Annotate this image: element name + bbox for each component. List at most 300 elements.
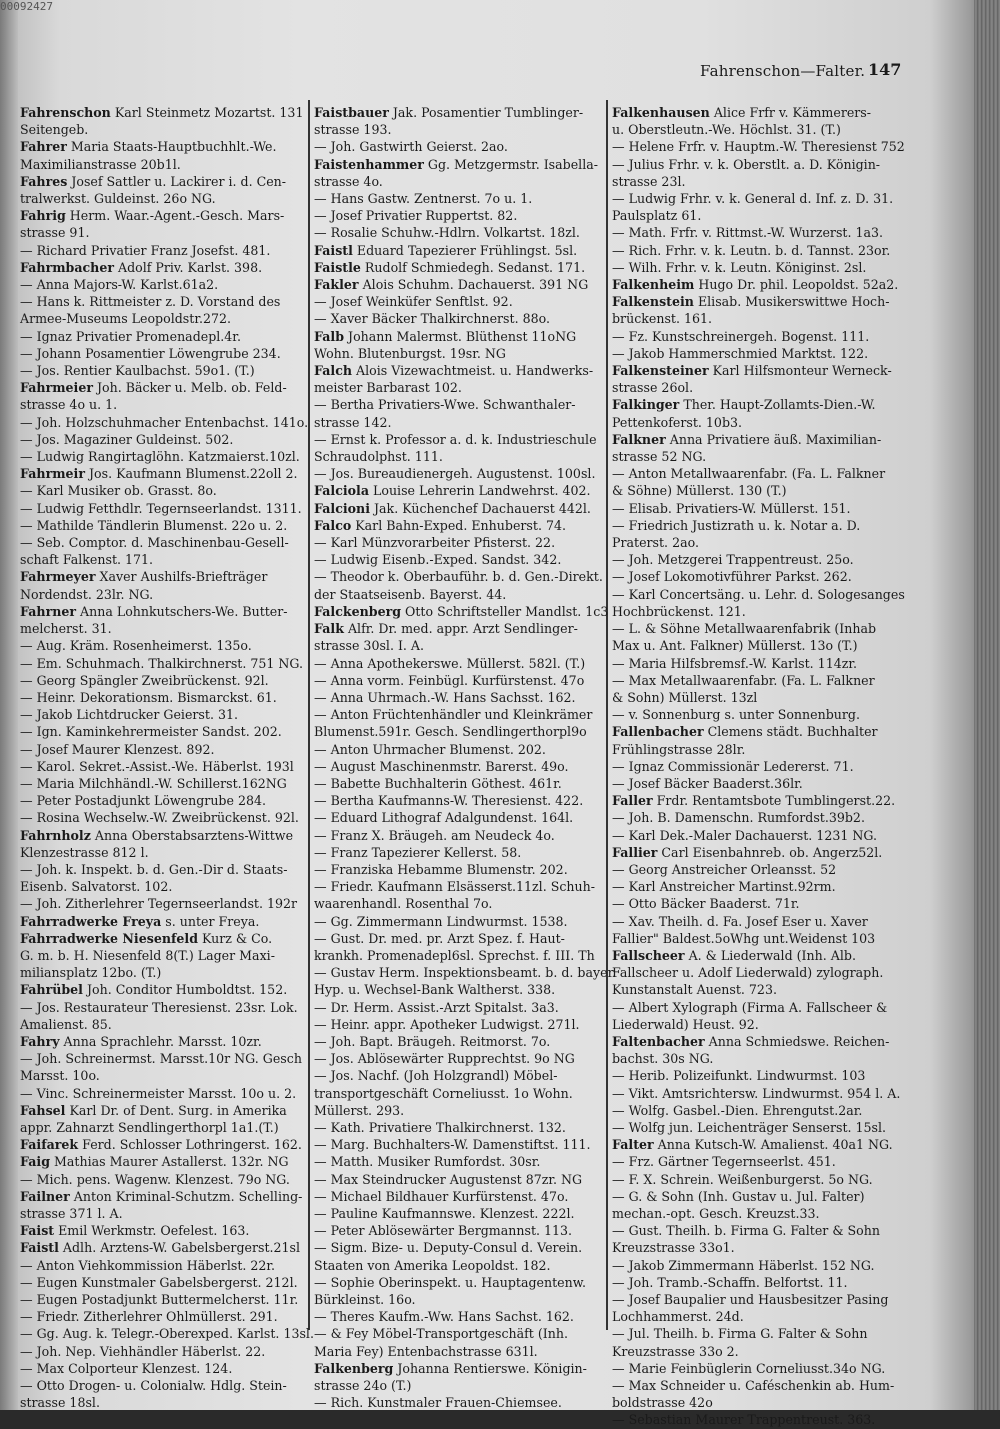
- directory-entry-line: [20, 259, 306, 276]
- directory-entry-line: [612, 1377, 912, 1394]
- entry-text: strasse 18sl.: [20, 1395, 100, 1411]
- entry-text: — Joh. Holzschuhmacher Entenbachst. 141o.: [20, 414, 309, 430]
- entry-text: — Elisab. Privatiers-W. Müllerst. 151.: [612, 500, 851, 516]
- entry-text: — Heinr. Dekorationsm. Bismarckst. 61.: [20, 689, 277, 705]
- directory-entry-line: [314, 534, 604, 551]
- entry-text: — Otto Bäcker Baaderst. 71r.: [612, 896, 800, 912]
- entry-text: — Ludwig Eisenb.-Exped. Sandst. 342.: [314, 552, 562, 568]
- entry-text: — Anton Metallwaarenfabr. (Fa. L. Falkner: [612, 466, 886, 482]
- directory-entry-line: [314, 603, 609, 620]
- entry-text: strasse 26ol.: [612, 380, 694, 396]
- directory-entry-line: [20, 1205, 306, 1222]
- directory-entry-line: [314, 999, 604, 1016]
- directory-entry-line: [612, 310, 912, 327]
- entry-text: Josef Sattler u. Lackirer i. d. Cen-: [67, 173, 287, 189]
- entry-surname: Fakler: [314, 277, 359, 293]
- entry-text: Kreuzstrasse 33o1.: [612, 1240, 735, 1256]
- directory-entry-line: [20, 1239, 306, 1256]
- directory-entry-line: [314, 723, 604, 740]
- directory-entry-line: [20, 551, 306, 568]
- directory-entry-line: [20, 792, 306, 809]
- entry-text: Rudolf Schmiedegh. Sedanst. 171.: [360, 259, 586, 275]
- entry-surname: Fahrer: [20, 139, 67, 155]
- directory-entry-line: [314, 173, 604, 190]
- entry-text: mechan.-opt. Gesch. Kreuzst.33.: [612, 1206, 820, 1221]
- directory-entry-line: [314, 1067, 604, 1084]
- directory-entry-line: [314, 1377, 604, 1394]
- directory-entry-line: [612, 414, 912, 431]
- entry-text: — Gg. Aug. k. Telegr.-Oberexped. Karlst. 13sl.: [20, 1326, 314, 1342]
- directory-column-3: [612, 104, 912, 1429]
- entry-text: Jak. Küchenchef Dachauerst 442l.: [370, 500, 591, 516]
- directory-entry-line: [314, 689, 604, 706]
- directory-entry-line: [20, 1257, 306, 1274]
- directory-entry-line: [20, 878, 306, 895]
- directory-entry-line: [20, 276, 306, 293]
- directory-entry-line: [612, 723, 912, 740]
- directory-entry-line: [20, 689, 306, 706]
- entry-surname: Fallscheer: [612, 947, 685, 963]
- entry-text: — Xav. Theilh. d. Fa. Josef Eser u. Xaver: [612, 913, 868, 929]
- entry-text: Jak. Posamentier Tumblinger-: [388, 105, 584, 120]
- entry-text: — Bertha Kaufmanns-W. Theresienst. 422.: [314, 793, 584, 809]
- entry-text: — Friedrich Justizrath u. k. Notar a. D.: [612, 517, 861, 533]
- directory-entry-line: [612, 689, 912, 706]
- entry-surname: Falciola: [314, 483, 369, 499]
- directory-entry-line: [314, 482, 604, 499]
- entry-text: — Jos. Rentier Kaulbachst. 59o1. (T.): [20, 363, 255, 379]
- directory-entry-line: [20, 1394, 306, 1411]
- directory-column-2: [314, 104, 617, 1411]
- directory-entry-line: [612, 672, 912, 689]
- directory-entry-line: [20, 999, 306, 1016]
- directory-entry-line: [20, 1050, 306, 1067]
- directory-entry-line: [314, 1325, 604, 1342]
- directory-entry-line: [314, 1136, 604, 1153]
- entry-text: — Jul. Theilh. b. Firma G. Falter & Sohn: [612, 1326, 868, 1342]
- directory-entry-line: [612, 207, 912, 224]
- entry-text: — F. X. Schrein. Weißenburgerst. 5o NG.: [612, 1171, 873, 1187]
- directory-entry-line: [612, 121, 912, 138]
- entry-surname: Fahrradwerke Freya: [20, 913, 162, 929]
- directory-entry-line: [314, 242, 604, 259]
- directory-entry-line: [314, 878, 604, 895]
- entry-text: melcherst. 31.: [20, 621, 112, 637]
- directory-entry-line: [314, 259, 604, 276]
- entry-text: — Bertha Privatiers-Wwe. Schwanthaler-: [314, 397, 576, 413]
- entry-text: — Georg Spängler Zweibrückenst. 92l.: [20, 672, 269, 688]
- entry-text: — Karl Concertsäng. u. Lehr. d. Sologesanges: [612, 586, 905, 602]
- directory-entry-line: [20, 620, 306, 637]
- entry-text: Herm. Waar.-Agent.-Gesch. Mars-: [65, 208, 285, 224]
- entry-text: — Josef Lokomotivführer Parkst. 262.: [612, 569, 852, 585]
- entry-text: — Joh. k. Inspekt. b. d. Gen.-Dir d. Staats-: [20, 861, 288, 877]
- entry-text: — Gustav Herm. Inspektionsbeamt. b. d. bayer.: [314, 965, 617, 981]
- page-number: 147: [868, 60, 902, 79]
- directory-entry-line: [314, 500, 604, 517]
- directory-entry-line: [20, 500, 306, 517]
- directory-entry-line: [20, 913, 306, 930]
- entry-text: — Jos. Ablösewärter Rupprechtst. 9o NG: [314, 1051, 575, 1067]
- entry-surname: Falcioni: [314, 500, 370, 516]
- entry-text: Kreuzstrasse 33o 2.: [612, 1343, 739, 1359]
- directory-entry-line: [20, 1102, 306, 1119]
- directory-entry-line: [20, 568, 306, 585]
- entry-surname: Falkenheim: [612, 277, 695, 293]
- directory-entry-line: [612, 1033, 912, 1050]
- entry-text: — Kath. Privatiere Thalkirchnerst. 132.: [314, 1119, 566, 1135]
- directory-entry-line: [20, 603, 306, 620]
- directory-entry-line: [20, 1033, 306, 1050]
- directory-entry-line: [612, 844, 912, 861]
- entry-text: — Math. Frfr. v. Rittmst.-W. Wurzerst. 1a3.: [612, 225, 884, 241]
- directory-entry-line: [612, 637, 912, 654]
- entry-surname: Fahres: [20, 173, 68, 189]
- directory-entry-line: [612, 1308, 912, 1325]
- entry-text: — Max Colporteur Klenzest. 124.: [20, 1360, 233, 1376]
- directory-entry-line: [314, 1102, 604, 1119]
- directory-entry-line: [612, 431, 912, 448]
- directory-entry-line: [612, 981, 912, 998]
- entry-text: Emil Werkmstr. Oefelest. 163.: [54, 1223, 250, 1239]
- entry-text: — Jos. Bureaudienergeh. Augustenst. 100sl.: [314, 466, 596, 482]
- entry-surname: Falkinger: [612, 397, 680, 413]
- entry-text: — Joh. Zitherlehrer Tegernseerlandst. 192r: [20, 896, 298, 912]
- directory-entry-line: [20, 809, 306, 826]
- directory-entry-line: [612, 1239, 912, 1256]
- entry-surname: Fahrmeyer: [20, 569, 96, 585]
- directory-entry-line: [612, 1136, 912, 1153]
- entry-text: — Sophie Oberinspekt. u. Hauptagentenw.: [314, 1274, 587, 1290]
- directory-entry-line: [20, 1171, 306, 1188]
- entry-surname: Faistl: [20, 1240, 59, 1256]
- directory-entry-line: [612, 809, 912, 826]
- entry-text: — Joh. Tramb.-Schaffn. Belfortst. 11.: [612, 1274, 848, 1290]
- entry-text: Louise Lehrerin Landwehrst. 402.: [369, 483, 591, 499]
- entry-text: Joh. Bäcker u. Melb. ob. Feld-: [92, 380, 287, 396]
- directory-entry-line: [314, 156, 604, 173]
- directory-entry-line: [314, 809, 604, 826]
- directory-entry-line: [612, 1085, 912, 1102]
- entry-surname: Fahrnholz: [20, 827, 91, 843]
- directory-entry-line: [314, 1274, 604, 1291]
- column-rule: [308, 100, 310, 1330]
- directory-entry-line: [314, 1188, 604, 1205]
- directory-entry-line: [612, 1394, 912, 1411]
- entry-text: brückenst. 161.: [612, 311, 713, 327]
- directory-entry-line: [20, 706, 306, 723]
- directory-entry-line: [314, 568, 604, 585]
- entry-surname: Falkensteiner: [612, 363, 709, 379]
- entry-text: — Richard Privatier Franz Josefst. 481.: [20, 242, 271, 258]
- entry-text: appr. Zahnarzt Sendlingerthorpl 1a1.(T.): [20, 1119, 279, 1135]
- entry-text: Nordendst. 23lr. NG.: [20, 586, 154, 602]
- entry-surname: Faistbauer: [314, 105, 389, 120]
- entry-text: strasse 193.: [314, 122, 392, 138]
- entry-surname: Falter: [612, 1137, 654, 1153]
- column-rule: [606, 100, 608, 1330]
- directory-entry-line: [314, 706, 604, 723]
- entry-text: — Ernst k. Professor a. d. k. Industrieschule: [314, 431, 597, 447]
- entry-text: — Friedr. Zitherlehrer Ohlmüllerst. 291.: [20, 1309, 278, 1325]
- entry-text: Ferd. Schlosser Lothringerst. 162.: [78, 1137, 302, 1153]
- directory-entry-line: [612, 242, 912, 259]
- entry-text: Anna Lohnkutschers-We. Butter-: [76, 603, 288, 619]
- entry-text: — Franz X. Bräugeh. am Neudeck 4o.: [314, 827, 555, 843]
- directory-entry-line: [314, 310, 604, 327]
- entry-text: — Sebastian Maurer Trappentreust. 363.: [612, 1412, 876, 1428]
- directory-entry-line: [612, 517, 912, 534]
- entry-text: — Josef Privatier Ruppertst. 82.: [314, 208, 518, 224]
- page-edges: [974, 0, 1000, 1410]
- directory-entry-line: [612, 328, 912, 345]
- entry-text: — Wilh. Frhr. v. k. Leutn. Königinst. 2sl.: [612, 259, 867, 275]
- entry-text: meister Barbarast 102.: [314, 380, 462, 396]
- directory-entry-line: [314, 964, 617, 981]
- entry-text: — Anton Uhrmacher Blumenst. 202.: [314, 741, 546, 757]
- directory-entry-line: [20, 1067, 306, 1084]
- entry-text: Alois Schuhm. Dachauerst. 391 NG: [358, 277, 589, 293]
- entry-text: — Rosina Wechselw.-W. Zweibrückenst. 92l.: [20, 810, 299, 826]
- entry-text: Frühlingstrasse 28lr.: [612, 741, 746, 757]
- entry-text: Pettenkoferst. 10b3.: [612, 414, 743, 430]
- directory-entry-line: [20, 465, 306, 482]
- directory-entry-line: [314, 1119, 604, 1136]
- entry-surname: Faistle: [314, 259, 361, 275]
- entry-text: — Pauline Kaufmannswe. Klenzest. 222l.: [314, 1206, 575, 1221]
- entry-surname: Fahrübel: [20, 982, 83, 998]
- entry-text: — Jakob Lichtdrucker Geierst. 31.: [20, 707, 238, 723]
- directory-column-1: [20, 104, 314, 1411]
- directory-entry-line: [314, 104, 604, 121]
- directory-entry-line: [20, 586, 306, 603]
- directory-entry-line: [612, 947, 912, 964]
- directory-entry-line: [314, 414, 604, 431]
- entry-text: Hochbrückenst. 121.: [612, 603, 746, 619]
- directory-entry-line: [612, 1205, 912, 1222]
- directory-entry-line: [20, 156, 306, 173]
- entry-text: Schraudolphst. 111.: [314, 449, 443, 465]
- directory-entry-line: [314, 1050, 604, 1067]
- directory-entry-line: [612, 741, 912, 758]
- entry-text: Eduard Tapezierer Frühlingst. 5sl.: [352, 242, 578, 258]
- directory-entry-line: [612, 655, 912, 672]
- entry-text: — Johann Posamentier Löwengrube 234.: [20, 345, 281, 361]
- directory-entry-line: [314, 190, 604, 207]
- entry-surname: Fahrenschon: [20, 105, 111, 120]
- entry-text: & Sohn) Müllerst. 13zl: [612, 689, 758, 705]
- directory-entry-line: [612, 1325, 912, 1342]
- directory-entry-line: [20, 1153, 306, 1170]
- entry-text: Armee-Museums Leopoldstr.272.: [20, 311, 231, 327]
- directory-entry-line: [20, 844, 306, 861]
- directory-entry-line: [20, 293, 306, 310]
- directory-entry-line: [20, 1377, 306, 1394]
- directory-entry-line: [612, 224, 912, 241]
- directory-entry-line: [314, 947, 604, 964]
- entry-text: Staaten von Amerika Leopoldst. 182.: [314, 1257, 551, 1273]
- entry-surname: Faifarek: [20, 1137, 79, 1153]
- entry-text: — Seb. Comptor. d. Maschinenbau-Gesell-: [20, 535, 289, 551]
- entry-text: — Franz Tapezierer Kellerst. 58.: [314, 844, 522, 860]
- directory-entry-line: [612, 138, 912, 155]
- directory-entry-line: [612, 568, 912, 585]
- directory-entry-line: [314, 448, 604, 465]
- directory-entry-line: [20, 173, 306, 190]
- directory-entry-line: [612, 706, 912, 723]
- entry-text: — Josef Weinküfer Senftlst. 92.: [314, 294, 513, 310]
- entry-text: Frdr. Rentamtsbote Tumblingerst.22.: [652, 793, 896, 809]
- entry-surname: Faig: [20, 1154, 51, 1170]
- directory-entry-line: [314, 655, 604, 672]
- directory-entry-line: [20, 242, 306, 259]
- entry-text: — Eduard Lithograf Adalgundenst. 164l.: [314, 810, 574, 826]
- entry-text: — Georg Anstreicher Orleansst. 52: [612, 861, 837, 877]
- entry-surname: Failner: [20, 1188, 70, 1204]
- directory-entry-line: [314, 224, 604, 241]
- directory-entry-line: [314, 930, 604, 947]
- directory-entry-line: [612, 276, 912, 293]
- entry-text: s. unter Freya.: [161, 913, 260, 929]
- entry-text: G. m. b. H. Niesenfeld 8(T.) Lager Maxi-: [20, 947, 275, 963]
- directory-entry-line: [20, 379, 306, 396]
- directory-entry-line: [20, 1085, 306, 1102]
- directory-entry-line: [314, 328, 604, 345]
- entry-text: Blumenst.591r. Gesch. Sendlingerthorpl9o: [314, 724, 587, 740]
- entry-text: Jos. Kaufmann Blumenst.22oll 2.: [84, 466, 298, 482]
- directory-entry-line: [612, 1343, 912, 1360]
- entry-text: Liederwald) Heust. 92.: [612, 1016, 759, 1032]
- entry-text: boldstrasse 42o: [612, 1395, 713, 1411]
- entry-text: — Josef Baupalier und Hausbesitzer Pasing: [612, 1292, 889, 1308]
- entry-text: — Gust. Theilh. b. Firma G. Falter & Sohn: [612, 1223, 880, 1239]
- directory-entry-line: [612, 293, 912, 310]
- directory-entry-line: [612, 895, 912, 912]
- entry-text: — Herib. Polizeifunkt. Lindwurmst. 103: [612, 1068, 866, 1084]
- entry-surname: Fallenbacher: [612, 724, 704, 740]
- directory-entry-line: [612, 1119, 912, 1136]
- entry-text: — Ludwig Rangirtaglöhn. Katzmaierst.10zl.: [20, 449, 300, 465]
- entry-text: — Marie Feinbüglerin Corneliusst.34o NG.: [612, 1360, 886, 1376]
- entry-text: Anna Kutsch-W. Amalienst. 40a1 NG.: [653, 1137, 893, 1153]
- directory-entry-line: [612, 448, 912, 465]
- directory-entry-line: [20, 930, 306, 947]
- directory-entry-line: [20, 861, 306, 878]
- entry-text: Joh. Conditor Humboldtst. 152.: [82, 982, 288, 998]
- entry-text: — Jos. Magaziner Guldeinst. 502.: [20, 431, 234, 447]
- entry-text: — Anton Viehkommission Häberlst. 22r.: [20, 1257, 276, 1273]
- entry-text: — Karl Münzvorarbeiter Pfisterst. 22.: [314, 535, 556, 551]
- entry-text: — Rich. Kunstmaler Frauen-Chiemsee.: [314, 1395, 562, 1411]
- entry-text: schaft Falkenst. 171.: [20, 552, 154, 568]
- directory-entry-line: [20, 534, 306, 551]
- entry-surname: Faist: [20, 1223, 55, 1239]
- entry-text: — Ignaz Commissionär Ledererst. 71.: [612, 758, 854, 774]
- directory-entry-line: [20, 414, 309, 431]
- directory-entry-line: [314, 758, 604, 775]
- directory-entry-line: [20, 723, 306, 740]
- entry-text: strasse 52 NG.: [612, 449, 707, 465]
- directory-entry-line: [20, 224, 306, 241]
- directory-entry-line: [20, 741, 306, 758]
- directory-entry-line: [20, 758, 306, 775]
- directory-entry-line: [20, 345, 306, 362]
- entry-surname: Fahrmeier: [20, 380, 93, 396]
- directory-entry-line: [612, 259, 912, 276]
- directory-entry-line: [612, 362, 912, 379]
- directory-entry-line: [314, 741, 604, 758]
- entry-text: Müllerst. 293.: [314, 1102, 405, 1118]
- directory-entry-line: [612, 396, 912, 413]
- directory-entry-line: [20, 121, 306, 138]
- directory-entry-line: [612, 620, 912, 637]
- directory-entry-line: [612, 758, 912, 775]
- entry-text: — Mich. pens. Wagenw. Klenzest. 79o NG.: [20, 1171, 290, 1187]
- entry-text: — Joh. Gastwirth Geierst. 2ao.: [314, 139, 508, 155]
- directory-entry-line: [20, 517, 306, 534]
- entry-text: — Josef Maurer Klenzest. 892.: [20, 741, 215, 757]
- entry-text: Marsst. 10o.: [20, 1068, 100, 1084]
- entry-text: Hugo Dr. phil. Leopoldst. 52a2.: [694, 277, 899, 293]
- entry-text: Clemens städt. Buchhalter: [703, 724, 878, 740]
- directory-entry-line: [20, 637, 306, 654]
- entry-text: — Fz. Kunstschreinergeh. Bogenst. 111.: [612, 328, 870, 344]
- entry-text: Anna Sprachlehr. Marsst. 10zr.: [59, 1033, 262, 1049]
- directory-entry-line: [612, 551, 912, 568]
- entry-text: Mathias Maurer Astallerst. 132r. NG: [50, 1154, 289, 1170]
- directory-entry-line: [612, 190, 912, 207]
- entry-text: Hyp. u. Wechsel-Bank Waltherst. 338.: [314, 982, 556, 998]
- entry-surname: Faltenbacher: [612, 1033, 705, 1049]
- entry-text: — Albert Xylograph (Firma A. Fallscheer &: [612, 999, 888, 1015]
- directory-entry-line: [612, 1222, 912, 1239]
- directory-entry-line: [314, 1033, 604, 1050]
- entry-text: — Mathilde Tändlerin Blumenst. 22o u. 2.: [20, 517, 288, 533]
- entry-text: Max u. Ant. Falkner) Müllerst. 13o (T.): [612, 638, 858, 654]
- entry-text: — Anton Früchtenhändler und Kleinkrämer: [314, 707, 593, 723]
- entry-text: strasse 91.: [20, 225, 90, 241]
- directory-entry-line: [20, 1016, 306, 1033]
- entry-text: — Anna Apothekerswe. Müllerst. 582l. (T.): [314, 655, 586, 671]
- entry-text: — Karl Dek.-Maler Dachauerst. 1231 NG.: [612, 827, 877, 843]
- entry-text: Karl Steinmetz Mozartst. 131: [110, 105, 304, 120]
- directory-entry-line: [314, 1394, 604, 1411]
- entry-text: Alois Vizewachtmeist. u. Handwerks-: [352, 363, 594, 379]
- entry-surname: Fahrmbacher: [20, 259, 114, 275]
- entry-surname: Fahrradwerke Niesenfeld: [20, 930, 199, 946]
- directory-entry-line: [20, 1343, 306, 1360]
- directory-entry-line: [20, 1188, 306, 1205]
- entry-text: Klenzestrasse 812 l.: [20, 844, 149, 860]
- entry-surname: Falkenhausen: [612, 105, 710, 120]
- entry-text: — Anna Majors-W. Karlst.61a2.: [20, 277, 219, 293]
- entry-text: — Eugen Postadjunkt Buttermelcherst. 11r.: [20, 1292, 299, 1308]
- directory-entry-line: [314, 895, 604, 912]
- entry-text: — Heinr. appr. Apotheker Ludwigst. 271l.: [314, 1016, 580, 1032]
- directory-entry-line: [612, 1360, 912, 1377]
- entry-surname: Falco: [314, 517, 352, 533]
- directory-entry-line: [20, 1360, 306, 1377]
- directory-entry-line: [314, 1343, 604, 1360]
- directory-entry-line: [314, 672, 604, 689]
- directory-entry-line: [612, 827, 912, 844]
- entry-text: — Rosalie Schuhw.-Hdlrn. Volkartst. 18zl.: [314, 225, 580, 241]
- directory-entry-line: [612, 173, 912, 190]
- entry-text: A. & Liederwald (Inh. Alb.: [684, 947, 856, 963]
- directory-entry-line: [314, 1291, 604, 1308]
- directory-entry-line: [612, 861, 912, 878]
- directory-entry-line: [612, 1050, 912, 1067]
